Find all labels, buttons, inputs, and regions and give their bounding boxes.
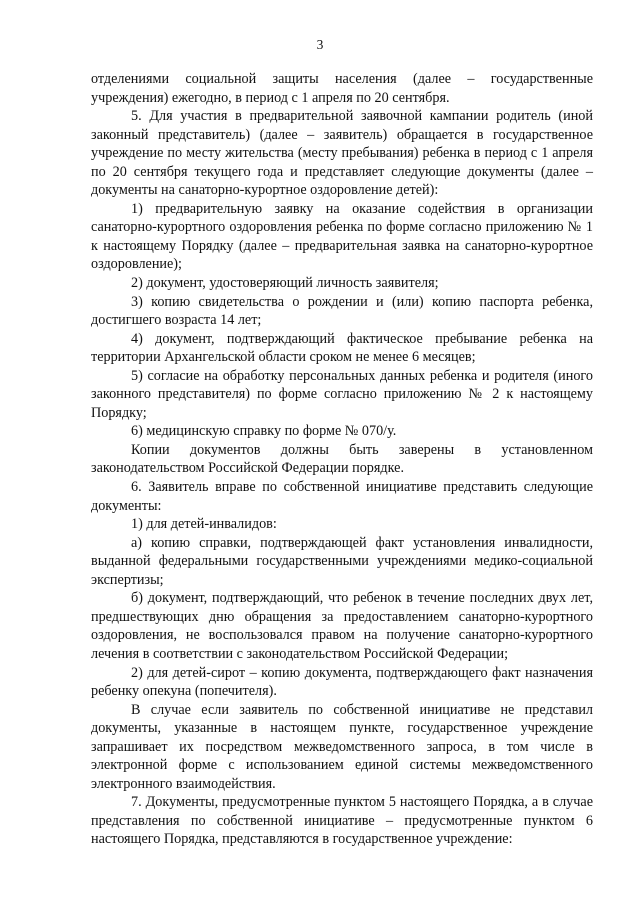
paragraph-6-1-a: а) копию справки, подтверждающей факт установления инвалидности, выданной федеральными государственными учреждениями медико-социальной экспертизы; [91, 534, 593, 588]
paragraph-5-2: 2) документ, удостоверяющий личность заявителя; [131, 275, 439, 292]
paragraph-5-6: 6) медицинскую справку по форме № 070/у. [131, 423, 397, 440]
document-body [91, 70, 593, 849]
paragraph-6-1: 1) для детей-инвалидов: [131, 516, 277, 533]
paragraph-interagency-request: В случае если заявитель по собственной инициативе не представил документы, указанные в настоящем пункте, государственное учреждение запрашивает их посредством межведомственного запроса, в том числе в электронной форме с использованием единой системы межведомственного электронного взаимодействия. [91, 701, 593, 792]
paragraph-5-5: 5) согласие на обработку персональных данных ребенка и родителя (иного законного представителя) по форме согласно приложению № 2 к настоящему Порядку; [91, 367, 593, 421]
page-number: 3 [316, 37, 324, 52]
paragraph-item-5: 5. Для участия в предварительной заявочной кампании родитель (иной законный представитель) (далее – заявитель) обращается в государственное учреждение по месту жительства (месту пребывания) ребенка в период с 1 апреля по 20 сентября текущего года и представляет следующие документы (далее – документы на санаторно-курортное оздоровление детей): [91, 108, 593, 199]
paragraph-5-4: 4) документ, подтверждающий фактическое пребывание ребенка на территории Архангельской области сроком не менее 6 месяцев; [91, 330, 593, 366]
paragraph-6-1-b: б) документ, подтверждающий, что ребенок в течение последних двух лет, предшествующих дню обращения за предоставлением санаторно-курортного оздоровления, не воспользовался правом на получение санаторно-курортного лечения в соответствии с законодательством Российской Федерации; [91, 590, 593, 662]
paragraph-continuation: отделениями социальной защиты населения (далее – государственные учреждения) ежегодно, в период с 1 апреля по 20 сентября. [91, 71, 593, 106]
paragraph-5-1: 1) предварительную заявку на оказание содействия в организации санаторно-курортного оздоровления ребенка по форме согласно приложению № 1 к настоящему Порядку (далее – предварительная заявка на санаторно-курортное оздоровление); [91, 200, 593, 273]
paragraph-copies-note: Копии документов должны быть заверены в установленном законодательством Российской Федерации порядке. [91, 441, 593, 477]
paragraph-6-2: 2) для детей-сирот – копию документа, подтверждающего факт назначения ребенку опекуна (попечителя). [91, 664, 593, 700]
paragraph-item-6: 6. Заявитель вправе по собственной инициативе представить следующие документы: [91, 479, 593, 514]
paragraph-item-7: 7. Документы, предусмотренные пунктом 5 настоящего Порядка, а в случае представления по собственной инициативе – предусмотренные пунктом 6 настоящего Порядка, представляются в государственное учреждение: [91, 794, 593, 848]
paragraph-5-3: 3) копию свидетельства о рождении и (или) копию паспорта ребенка, достигшего возраста 14 лет; [91, 293, 593, 329]
